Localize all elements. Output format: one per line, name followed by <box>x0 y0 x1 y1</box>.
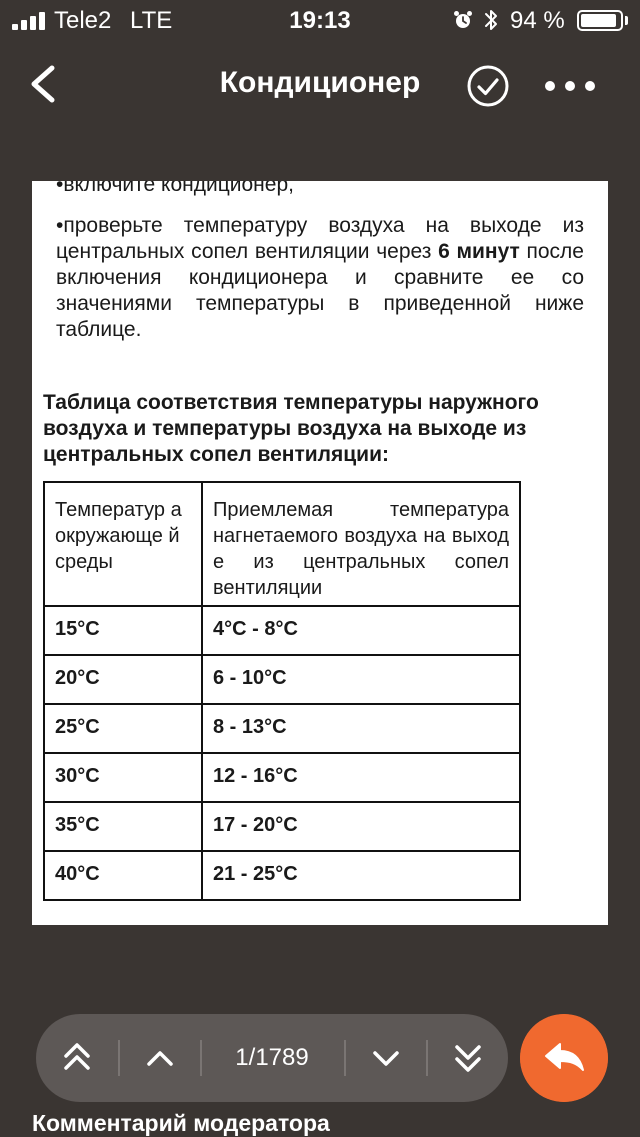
output-temp-cell: 12 - 16°C <box>202 753 520 802</box>
moderator-comment-heading: Комментарий модератора <box>32 1110 330 1136</box>
table-body <box>44 606 520 900</box>
table-row <box>44 753 520 802</box>
bullet-item <box>56 213 584 343</box>
ambient-temp-cell: 20°C <box>44 655 202 704</box>
bluetooth-icon <box>484 8 498 32</box>
table-row <box>44 851 520 900</box>
alarm-icon <box>453 10 473 30</box>
output-temp-cell: 8 - 13°C <box>202 704 520 753</box>
status-bar <box>0 0 640 40</box>
battery-tip <box>625 16 628 25</box>
column-header: Температур а окружающе й среды <box>44 482 202 606</box>
output-temp-cell: 17 - 20°C <box>202 802 520 851</box>
table-header-row <box>44 482 520 606</box>
table-heading: Таблица соответствия температуры наружного воздуха и температуры воздуха на выходе из центральных сопел вентиляции: <box>43 391 539 466</box>
ambient-temp-cell: 30°C <box>44 753 202 802</box>
double-chevron-down-icon[interactable] <box>428 1014 508 1102</box>
output-temp-cell: 6 - 10°C <box>202 655 520 704</box>
ambient-temp-cell: 25°C <box>44 704 202 753</box>
bullet-text: •проверьте температуру воздуха на выходе из центральных сопел вентиляции через <box>56 214 584 263</box>
table-row <box>44 655 520 704</box>
page-title: Кондиционер <box>219 66 421 99</box>
table-row <box>44 704 520 753</box>
battery-percent: 94 % <box>510 7 565 34</box>
double-chevron-up-icon[interactable] <box>36 1014 118 1102</box>
output-temp-cell: 21 - 25°C <box>202 851 520 900</box>
bullet-text: после включения кондиционера и сравните ее со значениями температуры в приведенной ниже таблице. <box>56 240 584 341</box>
more-dots-icon[interactable] <box>540 74 600 98</box>
status-time: 19:13 <box>289 7 351 34</box>
ambient-temp-cell: 40°C <box>44 851 202 900</box>
document-image <box>32 181 608 925</box>
page-indicator: 1/1789 <box>235 1044 309 1071</box>
output-temp-cell: 4°C - 8°C <box>202 606 520 655</box>
chevron-up-icon[interactable] <box>120 1014 200 1102</box>
table-row <box>44 802 520 851</box>
nav-bar <box>0 40 640 128</box>
ambient-temp-cell: 35°C <box>44 802 202 851</box>
table-row <box>44 606 520 655</box>
carrier-name: Tele2 <box>54 7 112 34</box>
ambient-temp-cell: 15°C <box>44 606 202 655</box>
page-navigator <box>36 1014 508 1102</box>
temperature-table <box>43 481 521 901</box>
battery-icon <box>577 10 623 31</box>
network-type: LTE <box>130 7 173 34</box>
column-header: Приемлемая температура нагнетаемого воздуха на выход е из центральных сопел вентиляции <box>202 482 520 606</box>
reply-arrow-icon[interactable] <box>520 1014 608 1102</box>
bullet-item: •включите кондиционер, <box>56 181 294 196</box>
battery-fill <box>581 14 616 27</box>
chevron-down-icon[interactable] <box>346 1014 426 1102</box>
bullet-bold-text: 6 минут <box>438 240 520 263</box>
back-arrow-icon[interactable] <box>22 60 66 108</box>
checkmark-circle-icon[interactable] <box>466 64 510 108</box>
